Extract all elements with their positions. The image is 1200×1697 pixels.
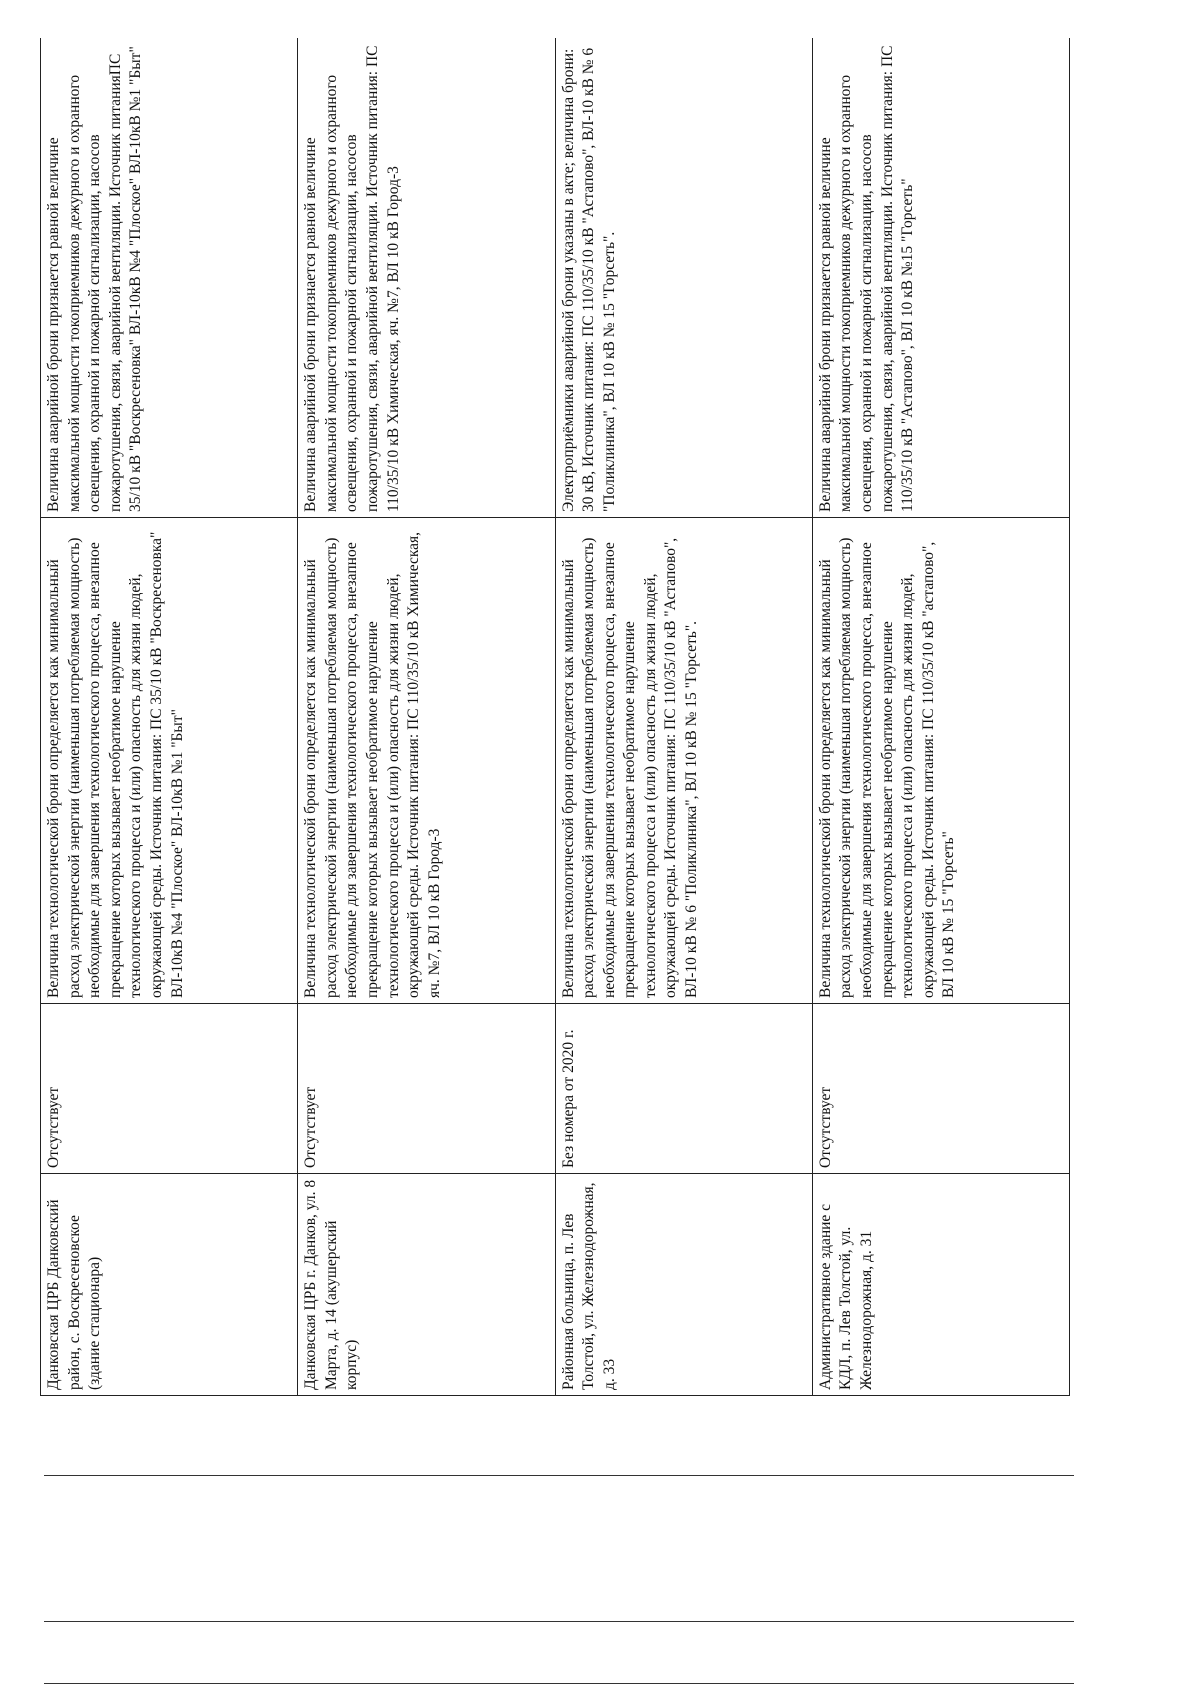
divider-line xyxy=(44,1621,1074,1622)
table-row xyxy=(298,38,555,1396)
emergency-reserve-cell: Величина аварийной брони признается равной величине максимальной мощности токоприемников дежурного и охранного освещения, охранной и пожарной сигнализации, насосов пожаротушения, связи, аварийной вентиляции. Источник питания: ПС 110/35/10 кВ Химическая, яч. №7, ВЛ 10 кВ Город-3 xyxy=(298,38,555,518)
object-cell: Административное здание с КДЛ, п. Лев Толстой, ул. Железнодорожная, д. 31 xyxy=(812,1174,1069,1396)
emergency-reserve-cell: Величина аварийной брони признается равной величине максимальной мощности токоприемников дежурного и охранного освещения, охранной и пожарной сигнализации, насосов пожаротушения, связи, аварийной вентиляции. Источник питания: ПС 110/35/10 кВ "Астапово", ВЛ 10 кВ №15 "Горсеть" xyxy=(812,38,1069,518)
rotated-table-frame xyxy=(40,38,1070,1396)
act-cell: Без номера от 2020 г. xyxy=(555,1004,812,1174)
divider-line xyxy=(44,1683,1074,1684)
divider-line xyxy=(44,1475,1074,1476)
table-row xyxy=(555,38,812,1396)
power-reserve-table xyxy=(40,38,1070,1396)
object-cell: Данковская ЦРБ г. Данков, ул. 8 Марта, д. 14 (акушерский корпус) xyxy=(298,1174,555,1396)
technological-reserve-cell: Величина технологической брони определяется как минимальный расход электрической энергии (наименьшая потребляемая мощность) необходимые для завершения технологического процесса, внезапное прекращение которых вызывает необратимое нарушение технологического процесса и (или) опасность для жизни людей, окружающей среды. Источник питания: ПС 110/35/10 кВ Химическая, яч. №7, ВЛ 10 кВ Город-3 xyxy=(298,518,555,1004)
object-cell: Районная больница, п. Лев Толстой, ул. Железнодорожная, д. 33 xyxy=(555,1174,812,1396)
table-row xyxy=(812,38,1069,1396)
act-cell: Отсутствует xyxy=(298,1004,555,1174)
act-cell: Отсутствует xyxy=(41,1004,298,1174)
table-row xyxy=(41,38,298,1396)
technological-reserve-cell: Величина технологической брони определяется как минимальный расход электрической энергии (наименьшая потребляемая мощность) необходимые для завершения технологического процесса, внезапное прекращение которых вызывает необратимое нарушение технологического процесса и (или) опасность для жизни людей, окружающей среды. Источник питания: ПС 110/35/10 кВ "астапово", ВЛ 10 кВ № 15 "Горсеть" xyxy=(812,518,1069,1004)
act-cell: Отсутствует xyxy=(812,1004,1069,1174)
technological-reserve-cell: Величина технологической брони определяется как минимальный расход электрической энергии (наименьшая потребляемая мощность) необходимые для завершения технологического процесса, внезапное прекращение которых вызывает необратимое нарушение технологического процесса и (или) опасность для жизни людей, окружающей среды. Источник питания: ПС 35/10 кВ "Воскресеновка" ВЛ-10кВ №4 "Плоское" ВЛ-10кВ №1 "Быт" xyxy=(41,518,298,1004)
object-cell: Данковская ЦРБ Данковский район, с. Воскресеновское (здание стационара) xyxy=(41,1174,298,1396)
technological-reserve-cell: Величина технологической брони определяется как минимальный расход электрической энергии (наименьшая потребляемая мощность) необходимые для завершения технологического процесса, внезапное прекращение которых вызывает необратимое нарушение технологического процесса и (или) опасность для жизни людей, окружающей среды. Источник питания: ПС 110/35/10 кВ "Астапово", ВЛ-10 кВ № 6 "Поликлиника", ВЛ 10 кВ № 15 "Горсеть". xyxy=(555,518,812,1004)
emergency-reserve-cell: Величина аварийной брони признается равной величине максимальной мощности токоприемников дежурного и охранного освещения, охранной и пожарной сигнализации, насосов пожаротушения, связи, аварийной вентиляции. Источник питанияПС 35/10 кВ "Воскресеновка" ВЛ-10кВ №4 "Плоское" ВЛ-10кВ №1 "Быт" xyxy=(41,38,298,518)
rotated-table-content xyxy=(40,38,1070,1396)
emergency-reserve-cell: Электроприёмники аварийной брони указаны в акте; величина брони: 30 кВ, Источник питания: ПС 110/35/10 кВ "Астапово", ВЛ-10 кВ № 6 "Поликлиника", ВЛ 10 кВ № 15 "Горсеть". xyxy=(555,38,812,518)
